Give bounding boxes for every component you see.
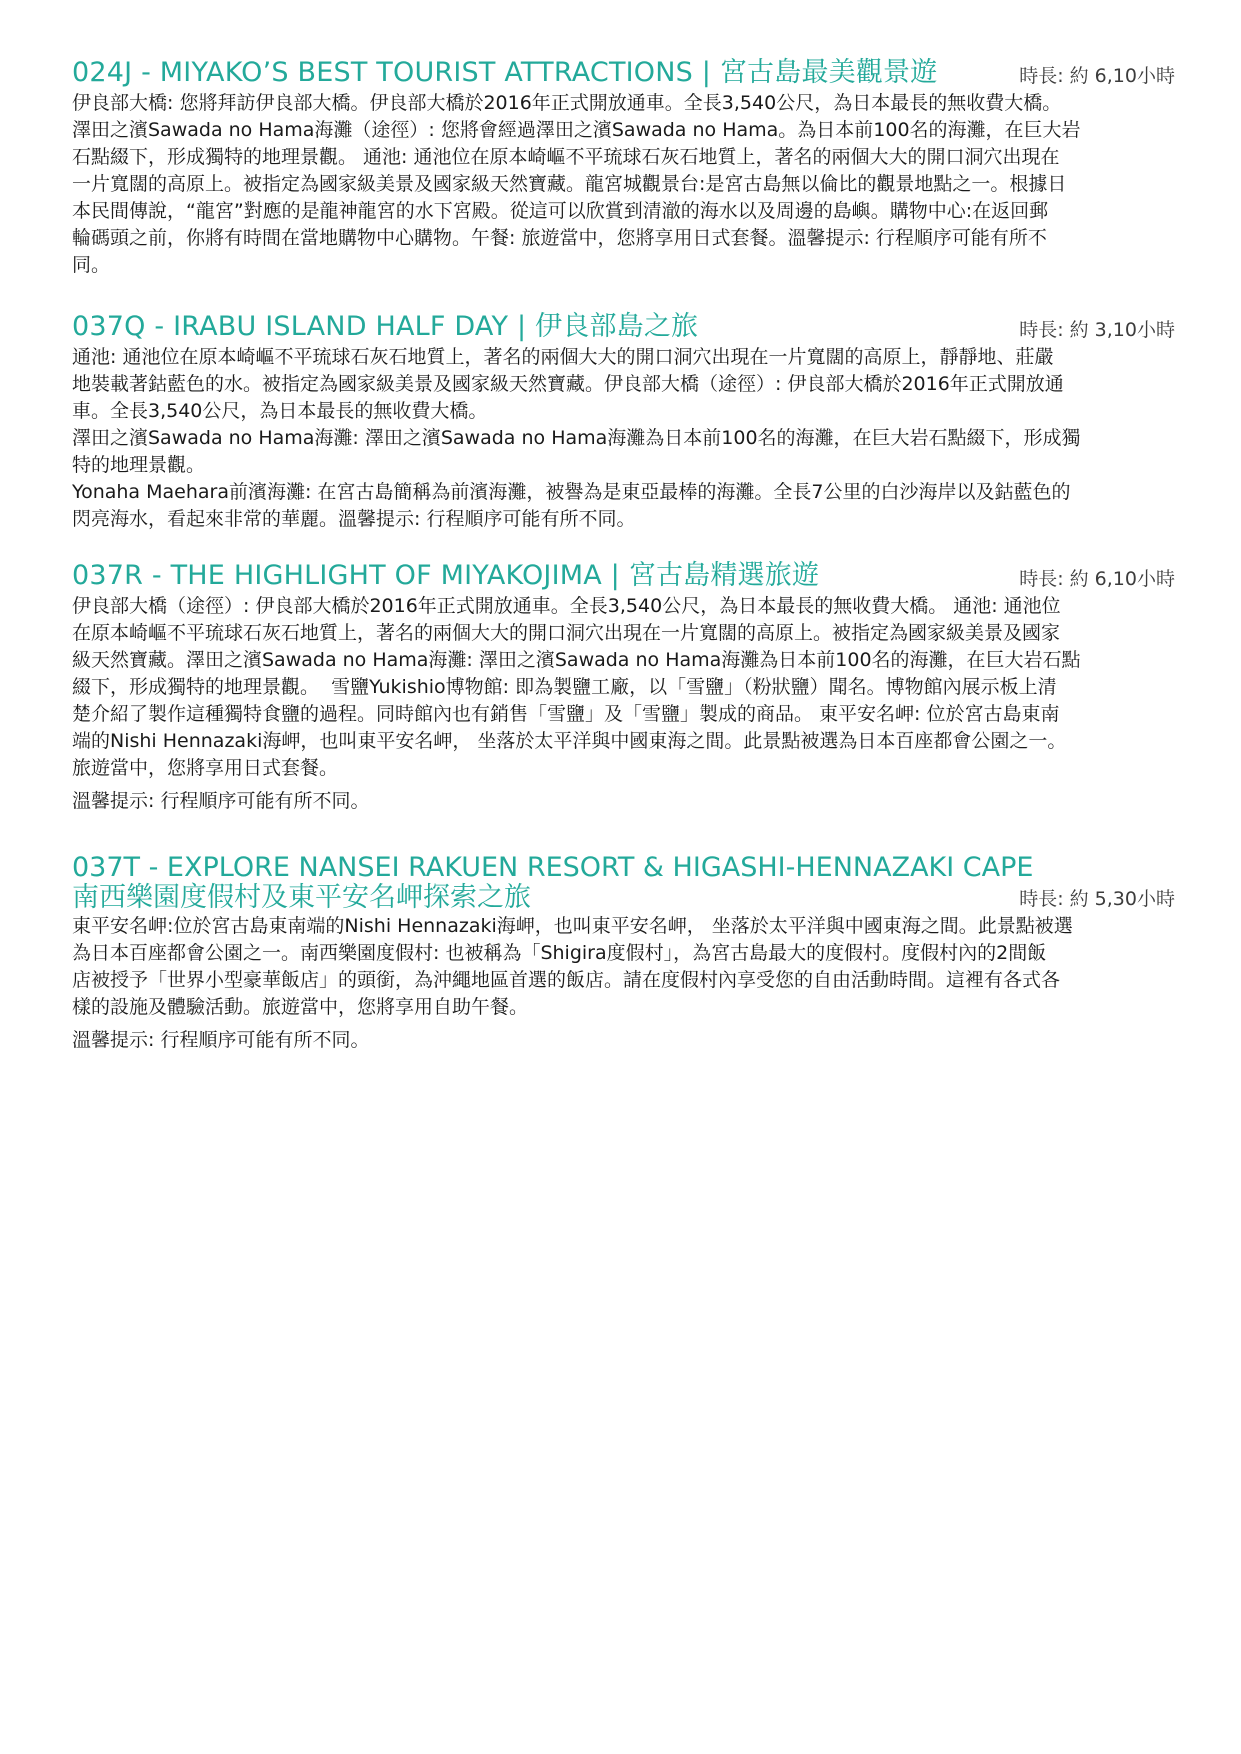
tour-section-037r bbox=[72, 559, 1175, 815]
tour-description: 伊良部大橋: 您將拜訪伊良部大橋。伊良部大橋於2016年正式開放通車。全長3,540公尺，為日本最長的無收費大橋。 澤田之濱Sawada no Hama海灘（途徑）: 您將會經過澤田之濱Sawada no Hama。為日本前100名的海灘，在巨大岩 石點綴下，形成獨特的地理景觀。 通池: 通池位在原本崎嶇不平琉球石灰石地質上，著名的兩個大大的開口洞穴出現在 一片寬闊的高原上。被指定為國家級美景及國家級天然寶藏。龍宮城觀景台:是宮古島無以倫比的觀景地點之一。根據日 本民間傳說，“龍宮”對應的是龍神龍宮的水下宮殿。從這可以欣賞到清澈的海水以及周邊的島嶼。購物中心:在返回郵 輪碼頭之前，你將有時間在當地購物中心購物。午餐: 旅遊當中，您將享用日式套餐。溫馨提示: 行程順序可能有所不 同。 bbox=[72, 92, 1081, 276]
tour-section-037t bbox=[72, 852, 1175, 1054]
tour-description: 東平安名岬:位於宮古島東南端的Nishi Hennazaki海岬，也叫東平安名岬， 坐落於太平洋與中國東海之間。此景點被選 為日本百座都會公園之一。南西樂園度假村: 也被稱為「Shigira度假村」，為宮古島最大的度假村。度假村內的2間飯 店被授予「世界小型豪華飯店」的頭銜，為沖繩地區首選的飯店。請在度假村內享受您的自由活動時間。這裡有各式各 樣的設施及體驗活動。旅遊當中，您將享用自助午餐。 bbox=[72, 915, 1073, 1018]
tour-title: 024J - MIYAKO’S BEST TOURIST ATTRACTIONS | 宮古島最美觀景遊 bbox=[72, 57, 938, 88]
tour-title: 037R - THE HIGHLIGHT OF MIYAKOJIMA | 宮古島精選旅遊 bbox=[72, 560, 820, 591]
tour-duration: 時長: 約 6,10小時 bbox=[1019, 568, 1175, 590]
tour-reminder: 溫馨提示: 行程順序可能有所不同。 bbox=[72, 790, 370, 812]
tour-description: 伊良部大橋（途徑）: 伊良部大橋於2016年正式開放通車。全長3,540公尺，為日本最長的無收費大橋。 通池: 通池位 在原本崎嶇不平琉球石灰石地質上，著名的兩個大大的開口洞穴出現在一片寬闊的高原上。被指定為國家級美景及國家 級天然寶藏。澤田之濱Sawada no Hama海灘: 澤田之濱Sawada no Hama海灘為日本前100名的海灘，在巨大岩石點 綴下，形成獨特的地理景觀。 雪鹽Yukishio博物館: 即為製鹽工廠，以「雪鹽」（粉狀鹽）聞名。博物館內展示板上清 楚介紹了製作這種獨特食鹽的過程。同時館內也有銷售「雪鹽」及「雪鹽」製成的商品。 東平安名岬: 位於宮古島東南 端的Nishi Hennazaki海岬，也叫東平安名岬， 坐落於太平洋與中國東海之間。此景點被選為日本百座都會公園之一。 旅遊當中，您將享用日式套餐。 bbox=[72, 595, 1081, 779]
tour-title: 037T - EXPLORE NANSEI RAKUEN RESORT & HIGASHI-HENNAZAKI CAPE bbox=[72, 852, 1034, 883]
tour-description: 通池: 通池位在原本崎嶇不平琉球石灰石地質上，著名的兩個大大的開口洞穴出現在一片寬闊的高原上，靜靜地、莊嚴 地裝載著鈷藍色的水。被指定為國家級美景及國家級天然寶藏。伊良部大橋（途徑）: 伊良部大橋於2016年正式開放通 車。全長3,540公尺，為日本最長的無收費大橋。 澤田之濱Sawada no Hama海灘: 澤田之濱Sawada no Hama海灘為日本前100名的海灘，在巨大岩石點綴下，形成獨 特的地理景觀。 Yonaha Maehara前濱海灘: 在宮古島簡稱為前濱海灘，被譽為是東亞最棒的海灘。全長7公里的白沙海岸以及鈷藍色的 閃亮海水，看起來非常的華麗。溫馨提示: 行程順序可能有所不同。 bbox=[72, 346, 1081, 530]
tour-section-037q bbox=[72, 310, 1175, 533]
tour-header bbox=[72, 56, 1175, 90]
tour-header bbox=[72, 559, 1175, 593]
tour-duration: 時長: 約 3,10小時 bbox=[1019, 319, 1175, 341]
tour-header bbox=[72, 310, 1175, 344]
tour-title: 037Q - IRABU ISLAND HALF DAY | 伊良部島之旅 bbox=[72, 311, 699, 342]
tour-section-024j bbox=[72, 56, 1175, 279]
tour-duration: 時長: 約 5,30小時 bbox=[1019, 888, 1175, 910]
tour-reminder: 溫馨提示: 行程順序可能有所不同。 bbox=[72, 1029, 370, 1051]
tour-duration: 時長: 約 6,10小時 bbox=[1019, 65, 1175, 87]
tour-title-chinese: 南西樂園度假村及東平安名岬探索之旅 bbox=[72, 882, 531, 913]
tour-header bbox=[72, 852, 1175, 913]
